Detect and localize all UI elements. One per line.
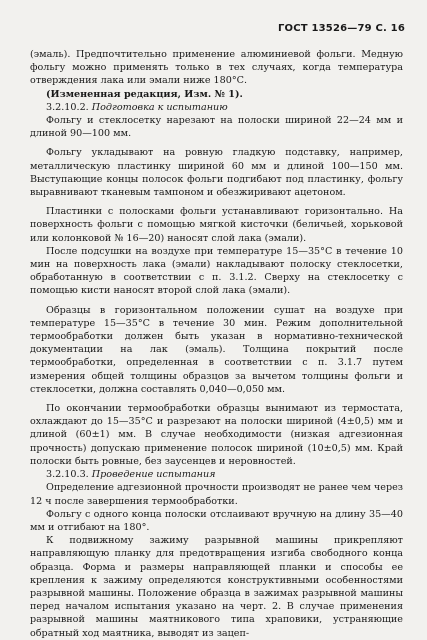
paragraph: После подсушки на воздухе при температуре 15—35°С в течение 10 мин на поверхность лака (эмали) накладывают полоску стеклосетки, обработанную в соответствии с п. 3.1.2. Сверху на стеклосетку с помощью кисти наносят второй слой лака (эмали). <box>30 245 403 297</box>
section-number: 3.2.10.3. <box>46 469 89 481</box>
paragraph: Образцы в горизонтальном положении сушат на воздухе при температуре 15—35°С в течение 30 мин. Режим дополнительной термообработки должен быть указан в нормативно-технической документации на лак (эмаль). Толщина покрытий после термообработки, определенная в соответствии с п. 3.1.7 путем измерения общей толщины образцов за вычетом толщины фольги и стеклосетки, должна составлять 0,040—0,050 мм. <box>30 304 403 395</box>
paragraph: Пластинки с полосками фольги устанавливают горизонтально. На поверхность фольги с помощью мягкой кисточки (беличьей, хорьковой или колонковой № 16—20) наносят слой лака (эмали). <box>30 206 403 244</box>
section-number: 3.2.10.2. <box>46 101 89 113</box>
document-body <box>30 48 403 640</box>
section-title: Проведение испытания <box>91 469 216 481</box>
paragraph: Фольгу с одного конца полоски отслаивают вручную на длину 35—40 мм и отгибают на 180°. <box>30 508 403 533</box>
paragraph: (эмаль). Предпочтительно применение алюминиевой фольги. Медную фольгу можно применять только в тех случаях, когда температура отверждения лака или эмали ниже 180°С. <box>30 49 403 87</box>
paragraph: Фольгу укладывают на ровную гладкую подставку, например, металлическую пластинку шириной 60 мм и длиной 100—150 мм. Выступающие концы полосок фольги подгибают под пластинку, фольгу выравнивают тканевым тампоном и обезжиривают ацетоном. <box>30 147 403 199</box>
paragraph: По окончании термообработки образцы вынимают из термостата, охлаждают до 15—35°С и разрезают на полоски шириной (4±0,5) мм и длиной (60±1) мм. В случае необходимости (низкая адгезионная прочность) допускаю применение полосок шириной (10±0,5) мм. Край полоски быть ровные, без заусенцев и неровностей. <box>30 403 403 467</box>
page-header: ГОСТ 13526—79 С. 16 <box>277 23 405 34</box>
paragraph: К подвижному зажиму разрывной машины прикрепляют направляющую планку для предотвращения изгиба свободного конца образца. Форма и размеры направляющей планки и способы ее крепления к зажиму определяются конструктивными особенностями разрывной машины. Положение образца в зажимах разрывной машины перед началом испытания указано на черт. 2. В случае применения разрывной машины маятникового типа храповики, устраняющие обратный ход маятника, выводят из зацеп- <box>30 535 403 639</box>
amendment-note: (Измененная редакция, Изм. № 1). <box>46 88 243 100</box>
section-heading <box>30 468 403 481</box>
section-heading <box>30 101 403 114</box>
section-title: Подготовка к испытанию <box>91 101 228 113</box>
paragraph: Фольгу и стеклосетку нарезают на полоски шириной 22—24 мм и длиной 90—100 мм. <box>30 115 403 140</box>
paragraph: Определение адгезионной прочности производят не ранее чем через 12 ч после завершения термообработки. <box>30 482 403 507</box>
